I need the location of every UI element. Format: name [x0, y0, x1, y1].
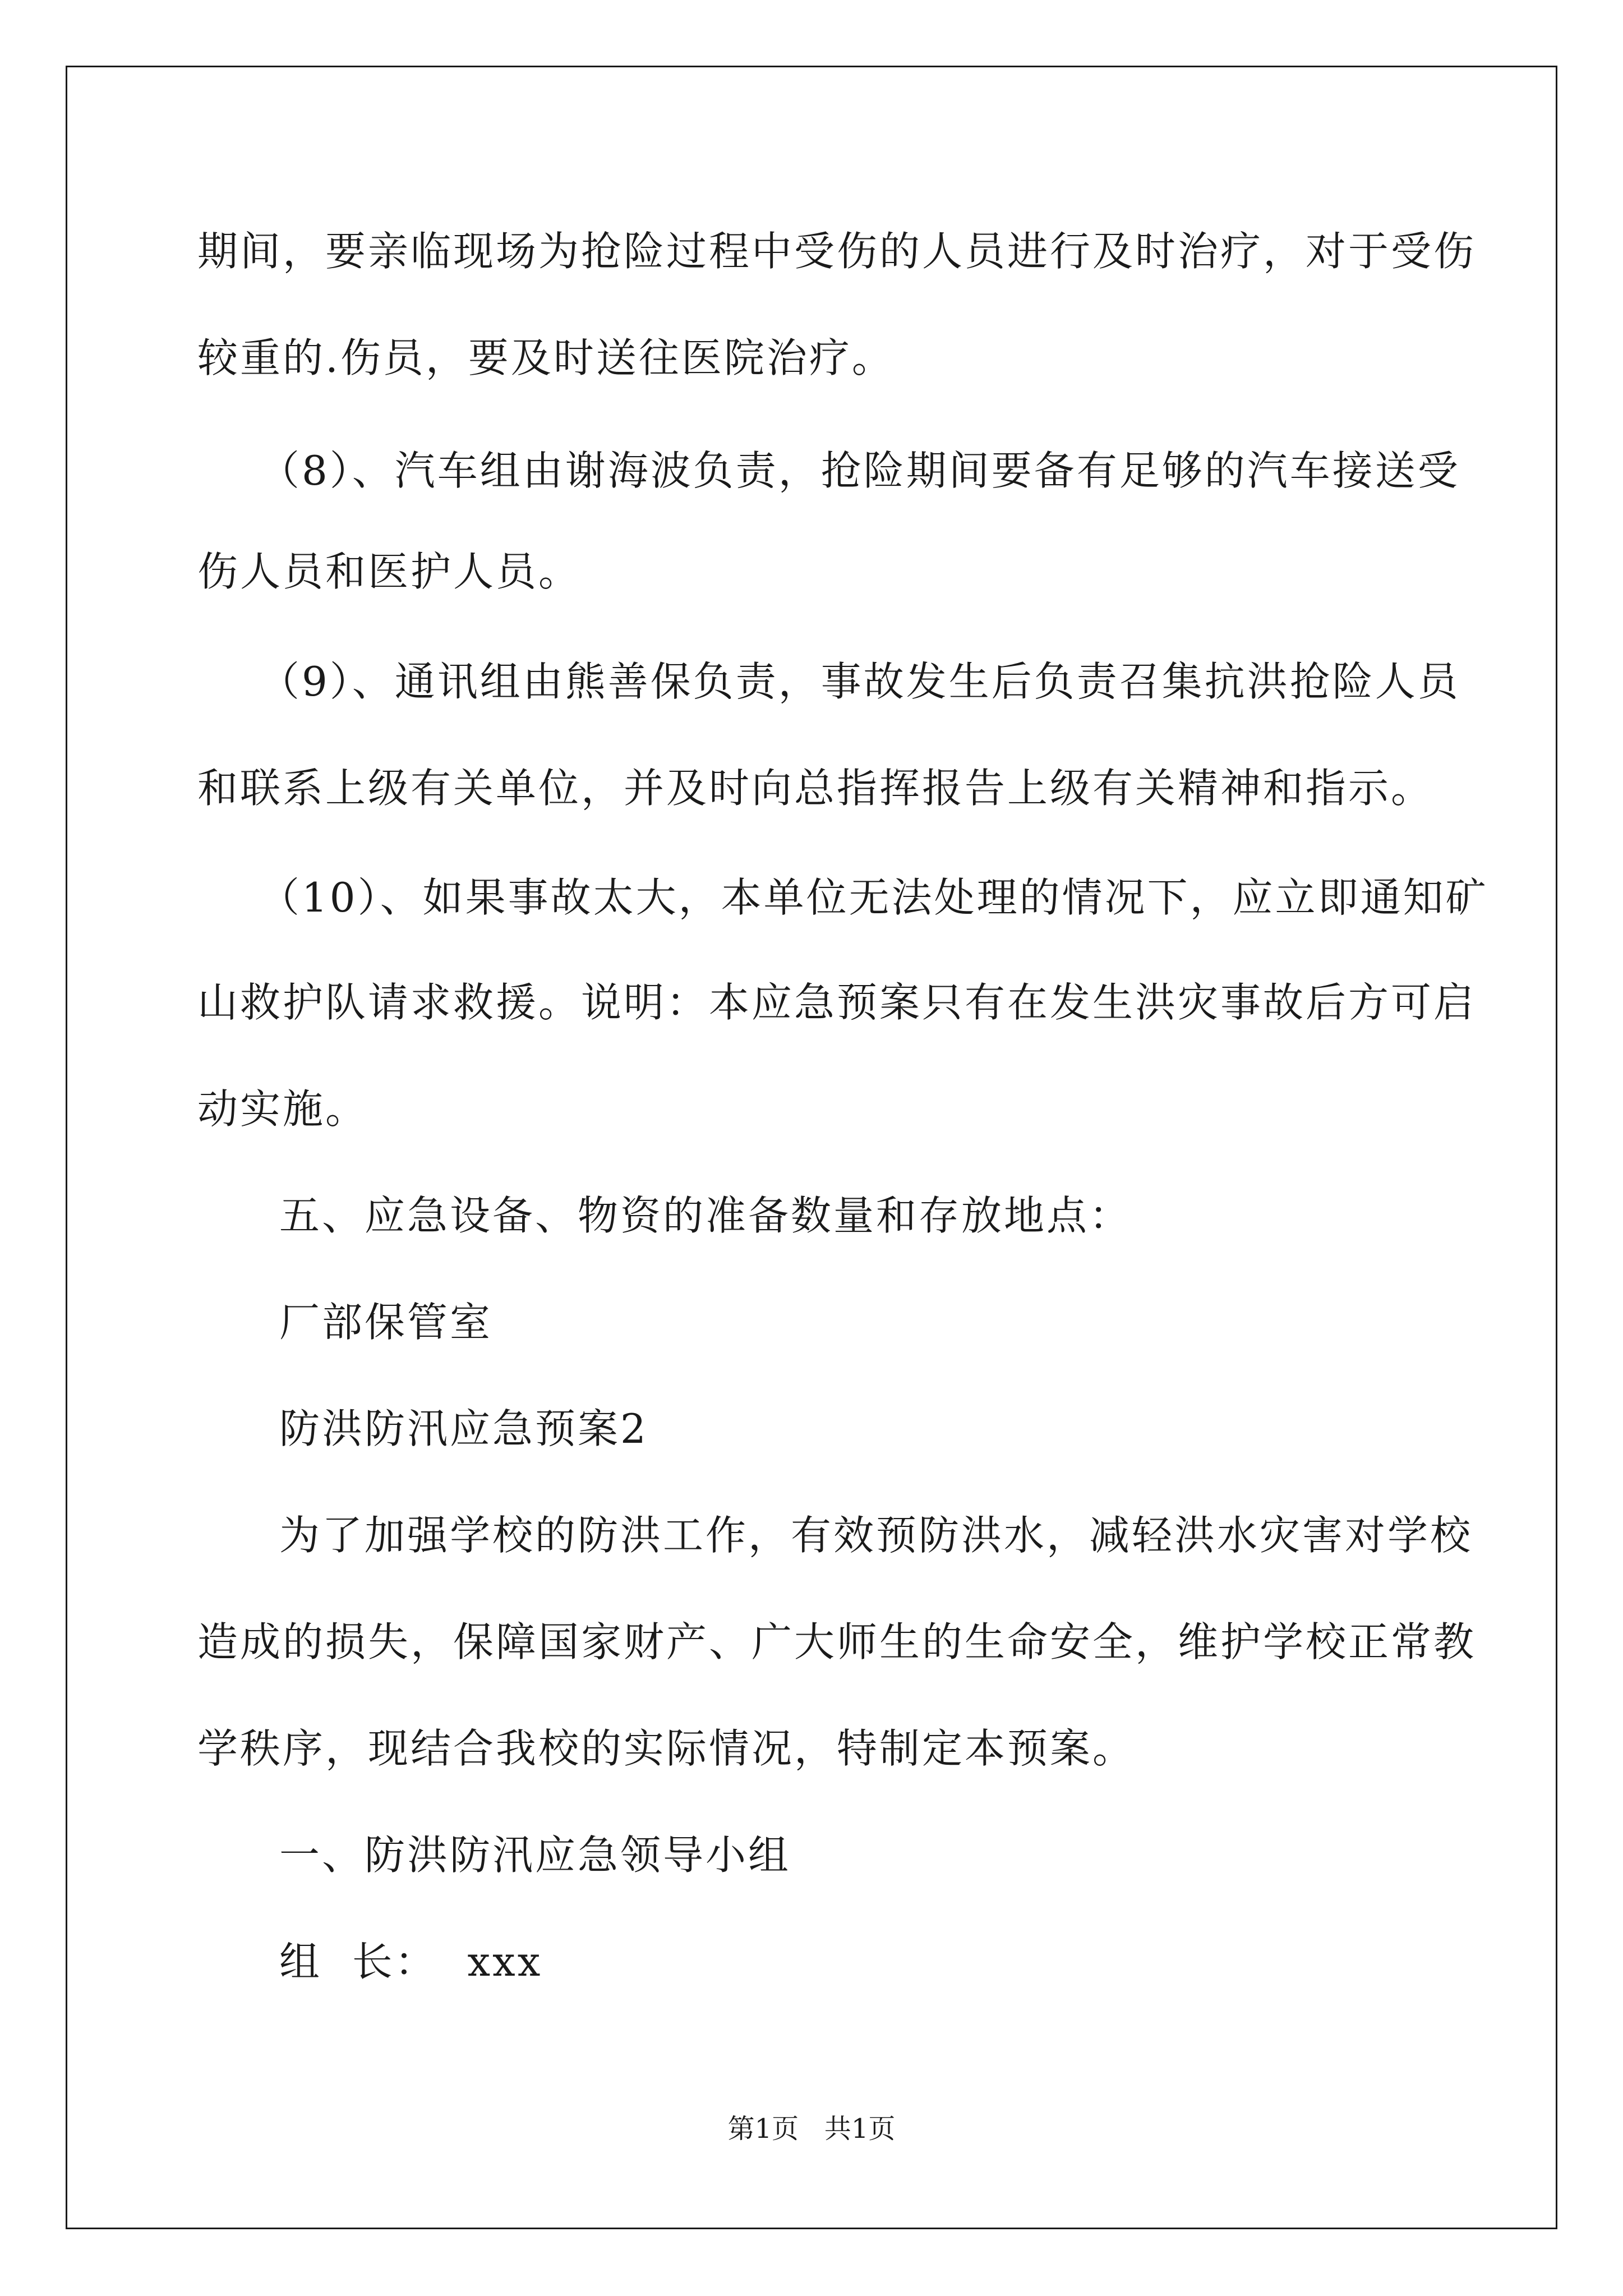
text-line: 厂部保管室	[279, 1299, 493, 1346]
text-line: （9）、通讯组由熊善保负责，事故发生后负责召集抗洪抢险人员	[259, 658, 1460, 705]
text-line: 为了加强学校的防洪工作，有效预防洪水，减轻洪水灾害对学校	[279, 1512, 1473, 1559]
page-footer: 第1页 共1页	[727, 2113, 896, 2145]
text-line: 较重的.伤员，要及时送往医院治疗。	[197, 334, 895, 381]
section-heading: 五、应急设备、物资的准备数量和存放地点：	[279, 1192, 1132, 1239]
text-line: 期间，要亲临现场为抢险过程中受伤的人员进行及时治疗，对于受伤	[197, 228, 1477, 275]
text-line: 动实施。	[197, 1085, 368, 1133]
page-border	[66, 66, 1557, 2229]
text-line: 伤人员和医护人员。	[197, 548, 582, 595]
text-line: 造成的损失，保障国家财产、广大师生的生命安全，维护学校正常教	[197, 1618, 1477, 1665]
text-line: 组 长： xxx	[279, 1938, 543, 1985]
text-line: 和联系上级有关单位，并及时向总指挥报告上级有关精神和指示。	[197, 765, 1434, 812]
document-title: 防洪防汛应急预案2	[279, 1405, 648, 1452]
text-line: 学秩序，现结合我校的实际情况，特制定本预案。	[197, 1725, 1136, 1772]
section-heading: 一、防洪防汛应急领导小组	[279, 1832, 791, 1879]
text-line: 山救护队请求救援。说明：本应急预案只有在发生洪灾事故后方可启	[197, 979, 1477, 1026]
text-line: （10）、如果事故太大，本单位无法处理的情况下，应立即通知矿	[259, 874, 1488, 921]
text-line: （8）、汽车组由谢海波负责，抢险期间要备有足够的汽车接送受	[259, 447, 1460, 494]
